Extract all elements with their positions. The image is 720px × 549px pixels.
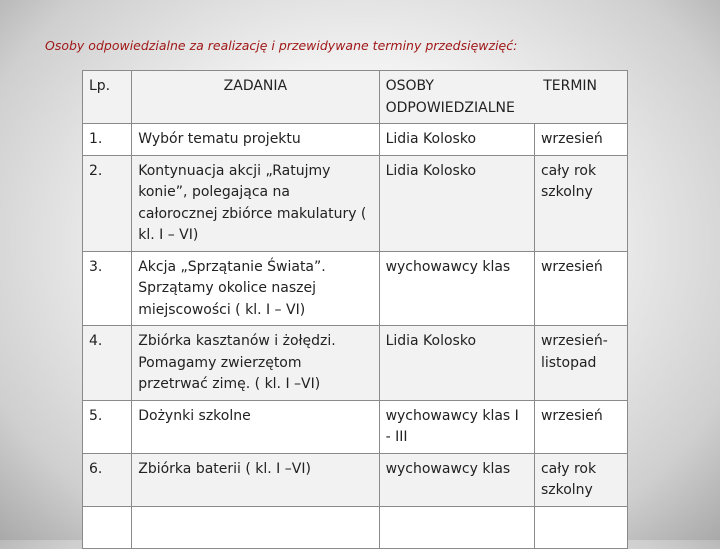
table-row: [83, 251, 628, 326]
cell-task: Dożynki szkolne: [132, 400, 379, 453]
cell-empty: [132, 506, 379, 548]
cell-empty: [83, 506, 132, 548]
cell-task: Zbiórka kasztanów i żołędzi. Pomagamy zwierzętom przetrwać zimę. ( kl. I –VI): [132, 326, 379, 401]
cell-term: wrzesień: [534, 124, 627, 156]
table-row-empty: [83, 506, 628, 548]
cell-person: Lidia Kolosko: [379, 155, 534, 251]
cell-empty: [379, 506, 534, 548]
cell-task: Wybór tematu projektu: [132, 124, 379, 156]
table-row: [83, 124, 628, 156]
table-row: [83, 400, 628, 453]
cell-empty: [534, 506, 627, 548]
header-persons-line2: ODPOWIEDZIALNE: [385, 99, 515, 116]
page-title: Osoby odpowiedzialne za realizację i przewidywane terminy przedsięwzięć:: [45, 38, 518, 53]
cell-lp: 2.: [83, 155, 132, 251]
cell-task: Akcja „Sprzątanie Świata”. Sprzątamy okolice naszej miejscowości ( kl. I – VI): [132, 251, 379, 326]
table-row: [83, 326, 628, 401]
cell-lp: 3.: [83, 251, 132, 326]
cell-term: wrzesień: [534, 400, 627, 453]
cell-term: cały rok szkolny: [534, 155, 627, 251]
cell-person: Lidia Kolosko: [379, 124, 534, 156]
cell-lp: 5.: [83, 400, 132, 453]
table-header-row: [83, 71, 628, 124]
cell-person: Lidia Kolosko: [379, 326, 534, 401]
header-persons: [379, 71, 627, 124]
header-lp: Lp.: [83, 71, 132, 124]
header-term: TERMIN: [543, 78, 597, 94]
table-row: [83, 453, 628, 506]
header-persons-line1: OSOBY: [385, 78, 434, 94]
table-row: [83, 155, 628, 251]
cell-task: Kontynuacja akcji „Ratujmy konie”, polegająca na całorocznej zbiórce makulatury ( kl. I – VI): [132, 155, 379, 251]
cell-task: Zbiórka baterii ( kl. I –VI): [132, 453, 379, 506]
cell-person: wychowawcy klas: [379, 453, 534, 506]
tasks-table: [82, 70, 628, 549]
cell-term: wrzesień: [534, 251, 627, 326]
cell-person: wychowawcy klas I - III: [379, 400, 534, 453]
cell-term: cały rok szkolny: [534, 453, 627, 506]
cell-lp: 6.: [83, 453, 132, 506]
header-tasks: ZADANIA: [132, 71, 379, 124]
cell-lp: 4.: [83, 326, 132, 401]
cell-person: wychowawcy klas: [379, 251, 534, 326]
cell-term: wrzesień-listopad: [534, 326, 627, 401]
cell-lp: 1.: [83, 124, 132, 156]
